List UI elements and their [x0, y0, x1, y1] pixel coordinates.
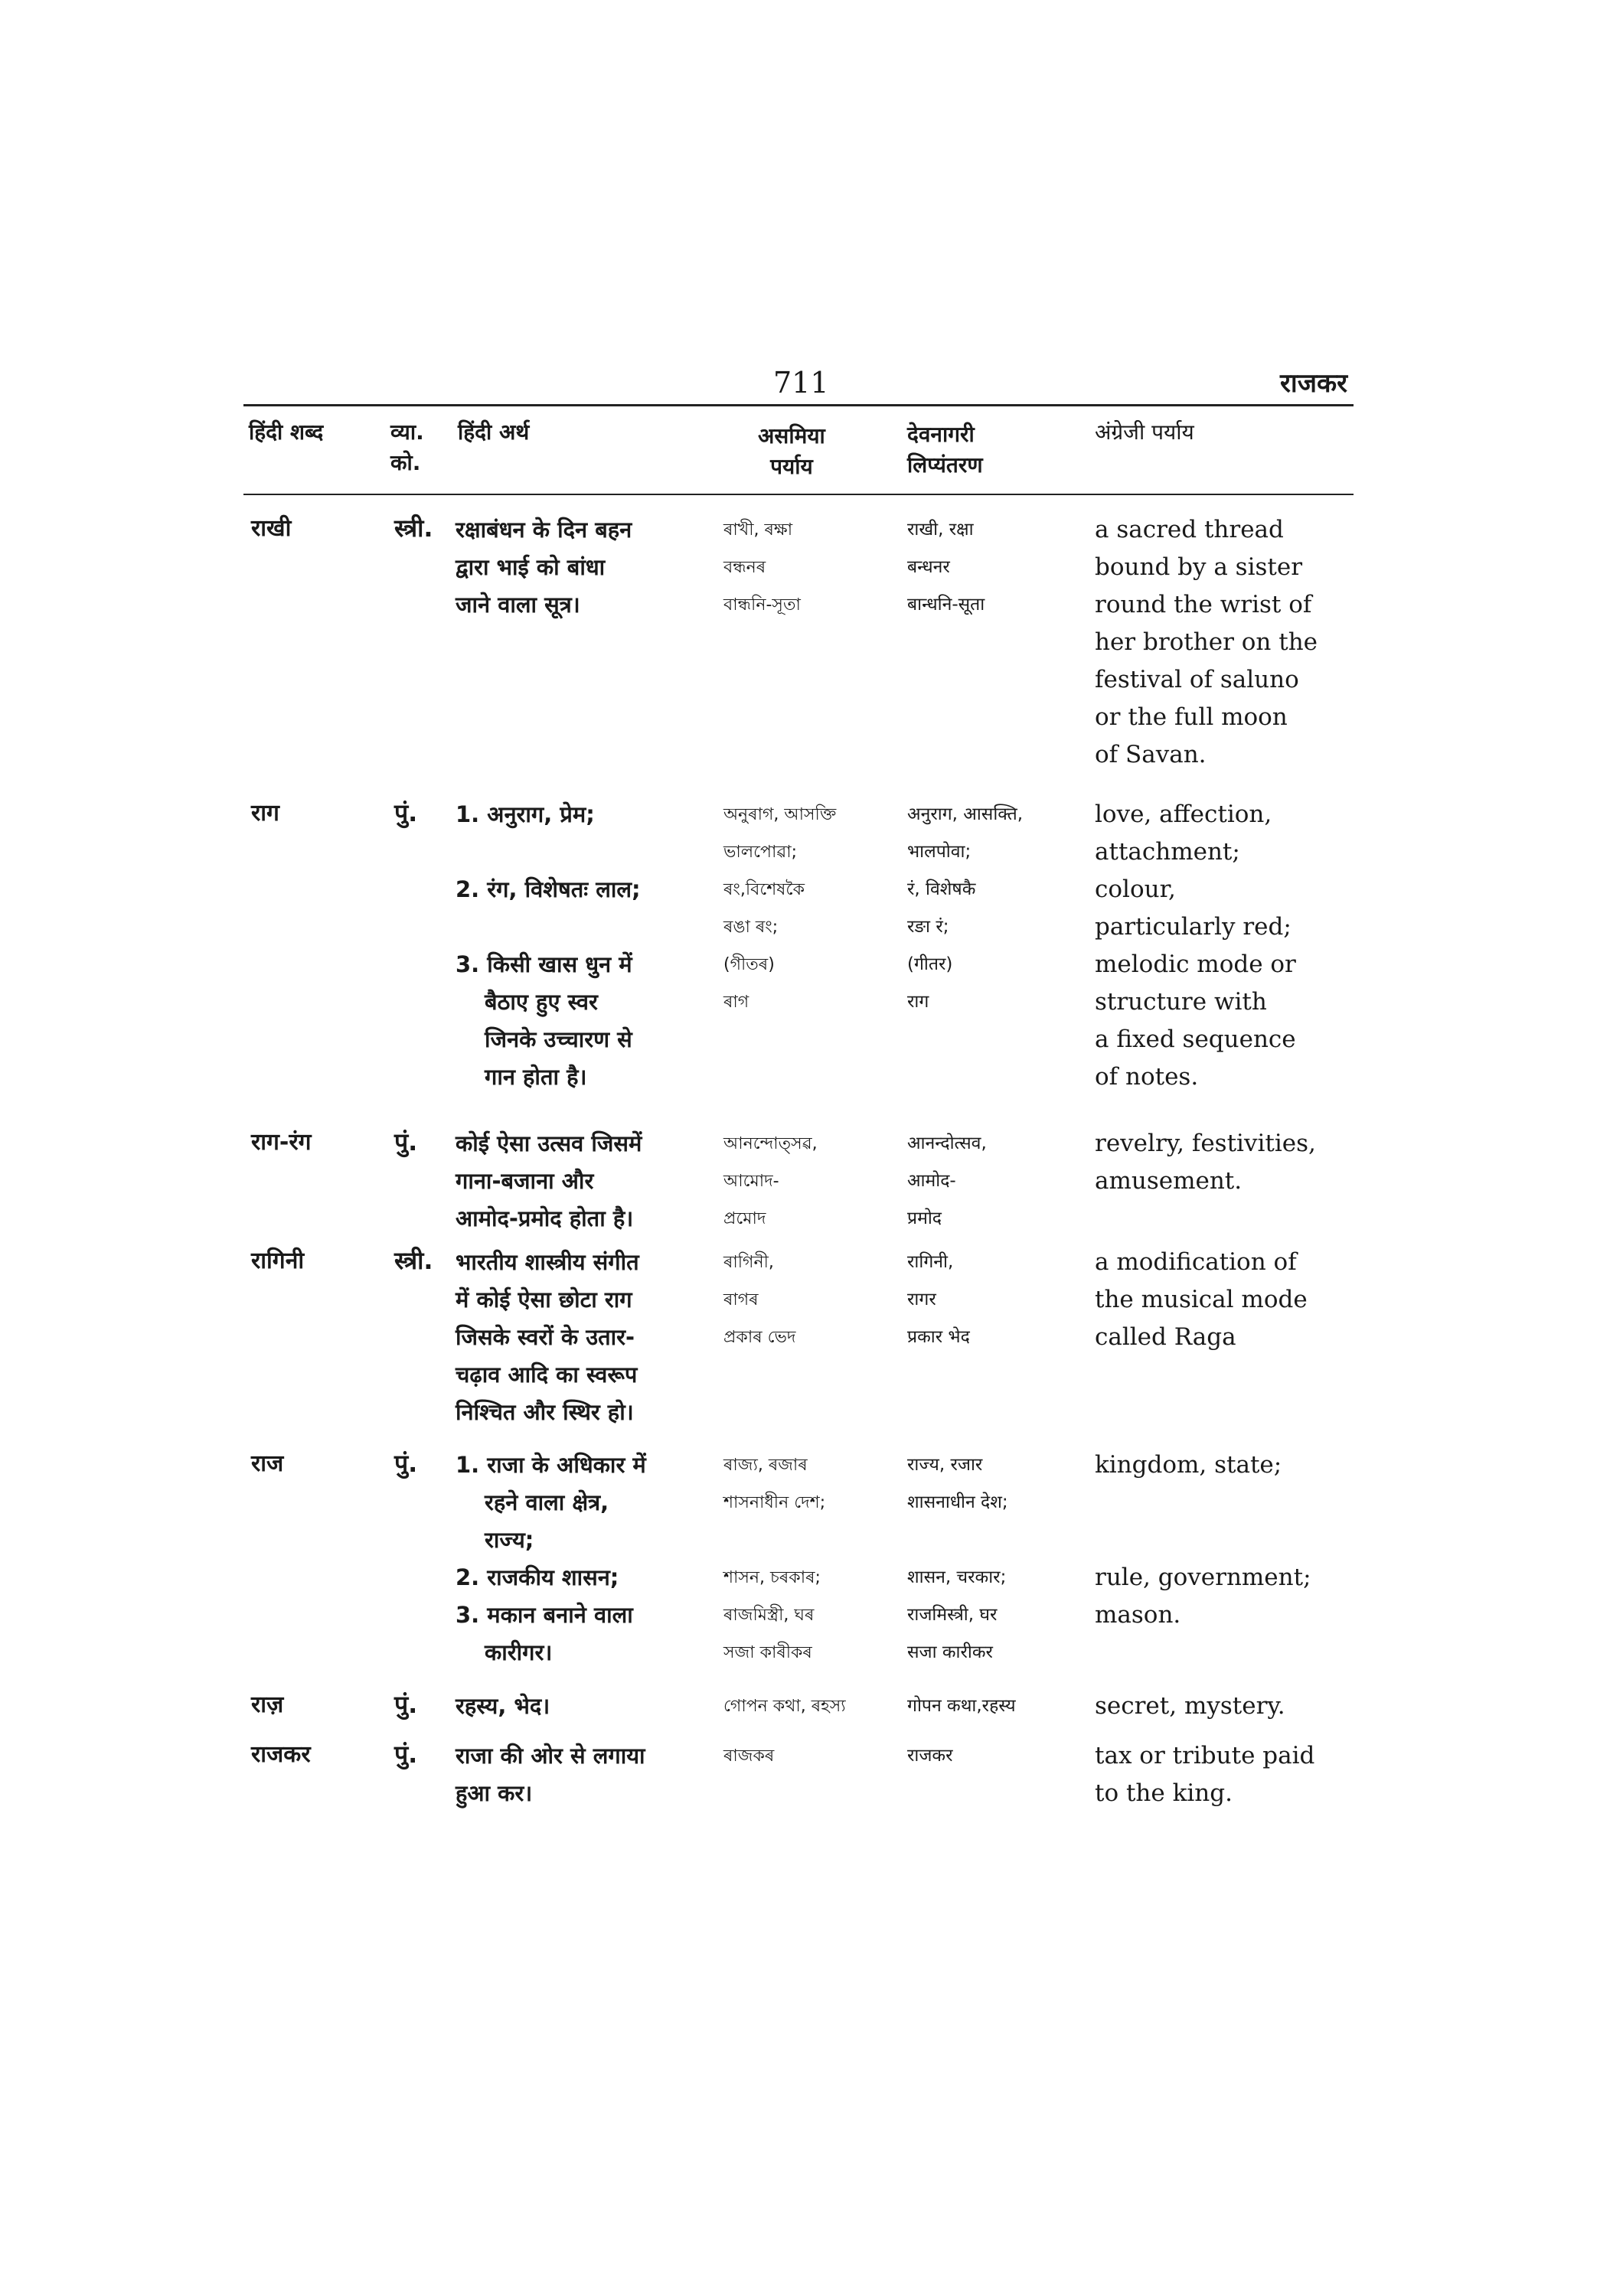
entry-english-equivalent-line: secret, mystery.	[1095, 1692, 1285, 1720]
entry-hindi-meaning	[456, 511, 712, 624]
entry-english-equivalent-line: of Savan.	[1095, 741, 1207, 768]
entry-devanagari-transliteration-line	[907, 1521, 1083, 1559]
entry-headword: राखी	[251, 515, 292, 542]
entry-assamese-equivalent	[723, 796, 896, 1021]
entry-hindi-meaning-line	[456, 833, 712, 871]
entry-devanagari-transliteration-line: रङा रं;	[907, 917, 949, 937]
entry-devanagari-transliteration-line: राजकर	[907, 1746, 953, 1766]
entry-english-equivalent-line: revelry, festivities,	[1095, 1130, 1316, 1157]
header-devanagari-line-2: लिप्यंतरण	[907, 452, 983, 478]
entry-devanagari-transliteration	[907, 1244, 1083, 1356]
entry-hindi-meaning-line: कोई ऐसा उत्सव जिसमें	[456, 1130, 642, 1156]
entry-english-equivalent	[1095, 511, 1370, 774]
entry-assamese-equivalent-line: আমোদ-	[723, 1172, 779, 1191]
entry-devanagari-transliteration	[907, 1446, 1083, 1671]
header-assamese-line-2: पर्याय	[770, 454, 813, 479]
entry-hindi-meaning-line: 2. राजकीय शासन;	[456, 1564, 619, 1590]
entry-english-equivalent-line: amusement.	[1095, 1167, 1243, 1195]
entry-assamese-equivalent-line: ৰাগৰ	[723, 1290, 759, 1309]
header-assamese-line-1: असमिया	[758, 423, 825, 448]
entry-hindi-meaning-line: गाना-बजाना और	[456, 1168, 594, 1194]
entry-english-equivalent-line: attachment;	[1095, 838, 1240, 866]
header-devanagari-line-1: देवनागरी	[907, 422, 975, 447]
entry-hindi-meaning-line: जिसके स्वरों के उतार-	[456, 1324, 635, 1350]
entry-headword: रागिनी	[251, 1247, 305, 1274]
entry-devanagari-transliteration-line: शासन, चरकार;	[907, 1567, 1007, 1587]
entry-devanagari-transliteration-line: आनन्दोत्सव,	[907, 1133, 987, 1153]
entry-english-equivalent-line: rule, government;	[1095, 1564, 1311, 1591]
entry-hindi-meaning	[456, 1446, 712, 1671]
entry-assamese-equivalent-line: ৰাজকৰ	[723, 1746, 775, 1766]
entry-devanagari-transliteration-line: सजा कारीकर	[907, 1642, 993, 1662]
entry-headword: राजकर	[251, 1741, 311, 1768]
entry-english-equivalent-line: or the full moon	[1095, 703, 1288, 731]
entry-assamese-equivalent-line: প্ৰকাৰ ভেদ	[723, 1328, 796, 1347]
entry-assamese-equivalent	[723, 1446, 896, 1671]
entry-english-equivalent-line: particularly red;	[1095, 913, 1292, 941]
entry-english-equivalent-line: a modification of	[1095, 1248, 1297, 1276]
entry-assamese-equivalent	[723, 1737, 896, 1775]
header-grammar-line-1: व्या.	[390, 419, 424, 445]
entry-devanagari-transliteration-line: भालपोवा;	[907, 842, 972, 862]
entry-hindi-meaning-line: भारतीय शास्त्रीय संगीत	[456, 1249, 639, 1275]
entry-devanagari-transliteration	[907, 1737, 1083, 1775]
entry-hindi-meaning-line: 1. अनुराग, प्रेम;	[456, 801, 595, 827]
entry-grammar: पुं.	[394, 1690, 418, 1719]
entry-assamese-equivalent-line: গোপন কথা, ৰহস্য	[723, 1697, 846, 1716]
entry-grammar: स्त्री.	[394, 514, 433, 543]
entry-hindi-meaning-line: राजा की ओर से लगाया	[456, 1743, 645, 1769]
entry-hindi-meaning-line: हुआ कर।	[456, 1780, 533, 1806]
entry-english-equivalent-line: of notes.	[1095, 1063, 1199, 1091]
top-rule	[243, 404, 1354, 406]
entry-headword: राज	[251, 1450, 284, 1477]
entry-hindi-meaning-line: आमोद-प्रमोद होता है।	[456, 1205, 634, 1231]
entry-hindi-meaning-line: राज्य;	[485, 1527, 534, 1553]
entry-english-equivalent	[1095, 796, 1370, 1096]
entry-english-equivalent	[1095, 1446, 1370, 1634]
entry-assamese-equivalent-line	[723, 1521, 896, 1559]
entry-headword: राज़	[251, 1691, 284, 1718]
entry-devanagari-transliteration-line: अनुराग, आसक्ति,	[907, 804, 1024, 824]
entry-assamese-equivalent	[723, 1244, 896, 1356]
entry-devanagari-transliteration	[907, 1688, 1083, 1725]
entry-assamese-equivalent	[723, 1125, 896, 1238]
entry-devanagari-transliteration-line: रागर	[907, 1290, 936, 1309]
entry-assamese-equivalent-line: অনুৰাগ, আসক্তি	[723, 805, 837, 824]
entry-devanagari-transliteration-line: राग	[907, 992, 929, 1012]
header-rule	[243, 494, 1354, 495]
entry-english-equivalent-line: the musical mode	[1095, 1286, 1308, 1313]
entry-devanagari-transliteration-line: प्रकार भेद	[907, 1327, 970, 1347]
entry-assamese-equivalent-line: বন্ধনৰ	[723, 558, 766, 577]
entry-hindi-meaning-line: गान होता है।	[485, 1064, 587, 1090]
entry-hindi-meaning-line: चढ़ाव आदि का स्वरूप	[456, 1362, 638, 1388]
entry-hindi-meaning-line: रक्षाबंधन के दिन बहन	[456, 517, 632, 543]
entry-devanagari-transliteration-line: आमोद-	[907, 1171, 956, 1191]
entry-grammar: स्त्री.	[394, 1246, 433, 1275]
entry-hindi-meaning-line: रहने वाला क्षेत्र,	[485, 1489, 609, 1515]
page-number: 711	[773, 366, 829, 400]
entry-english-equivalent-line: festival of saluno	[1095, 666, 1299, 693]
entry-english-equivalent-line: bound by a sister	[1095, 553, 1303, 581]
entry-assamese-equivalent	[723, 511, 896, 624]
entry-devanagari-transliteration-line: राज्य, रजार	[907, 1455, 983, 1475]
entry-hindi-meaning-line: रहस्य, भेद।	[456, 1693, 550, 1719]
entry-assamese-equivalent-line: ৰং,বিশেষকৈ	[723, 880, 805, 899]
entry-devanagari-transliteration-line: प्रमोद	[907, 1208, 942, 1228]
entry-english-equivalent	[1095, 1737, 1370, 1812]
entry-assamese-equivalent-line: সজা কাৰীকৰ	[723, 1643, 812, 1662]
entry-devanagari-transliteration-line: राजमिस्त्री, घर	[907, 1605, 998, 1625]
entry-assamese-equivalent-line: ৰাজমিস্ত্ৰী, ঘৰ	[723, 1606, 815, 1625]
entry-assamese-equivalent-line: ৰঙা ৰং;	[723, 918, 779, 937]
entry-english-equivalent-line: called Raga	[1095, 1323, 1236, 1351]
entry-hindi-meaning-line: 3. मकान बनाने वाला	[456, 1602, 633, 1628]
header-meaning: हिंदी अर्थ	[458, 419, 530, 445]
entry-assamese-equivalent-line: ৰাখী, ৰক্ষা	[723, 520, 793, 540]
entry-assamese-equivalent-line: আনন্দোত্সৱ,	[723, 1134, 818, 1153]
entry-hindi-meaning-line: द्वारा भाई को बांधा	[456, 554, 606, 580]
entry-english-equivalent-line: her brother on the	[1095, 628, 1318, 656]
entry-assamese-equivalent-line: প্ৰমোদ	[723, 1209, 766, 1228]
entry-english-equivalent-line	[1095, 1484, 1370, 1521]
entry-devanagari-transliteration	[907, 511, 1083, 624]
entry-hindi-meaning-line: जिनके उच्चारण से	[485, 1026, 632, 1052]
entry-hindi-meaning	[456, 1737, 712, 1812]
entry-assamese-equivalent-line: ৰাজ্য, ৰজাৰ	[723, 1456, 808, 1475]
entry-hindi-meaning	[456, 796, 712, 1096]
entry-assamese-equivalent-line: শাসন, চৰকাৰ;	[723, 1568, 821, 1587]
entry-devanagari-transliteration-line: राखी, रक्षा	[907, 520, 974, 540]
header-grammar	[390, 417, 424, 478]
entry-devanagari-transliteration-line: रागिनी,	[907, 1252, 954, 1272]
entry-headword: राग-रंग	[251, 1129, 312, 1156]
entry-devanagari-transliteration-line: बान्धनि-सूता	[907, 595, 985, 615]
entry-hindi-meaning-line: कारीगर।	[485, 1639, 553, 1665]
entry-english-equivalent-line: kingdom, state;	[1095, 1451, 1282, 1479]
entry-english-equivalent-line	[1095, 1521, 1370, 1559]
entry-hindi-meaning-line: 2. रंग, विशेषतः लाल;	[456, 876, 641, 902]
entry-hindi-meaning-line: बैठाए हुए स्वर	[485, 989, 598, 1015]
entry-english-equivalent-line: structure with	[1095, 988, 1267, 1016]
header-devanagari	[907, 419, 983, 481]
entry-devanagari-transliteration-line: बन्धनर	[907, 557, 950, 577]
entry-hindi-meaning-line	[456, 908, 712, 946]
header-word: हिंदी शब्द	[249, 419, 324, 445]
header-english: अंग्रेजी पर्याय	[1095, 419, 1194, 445]
header-assamese	[758, 421, 825, 482]
entry-hindi-meaning	[456, 1688, 712, 1725]
running-head: राजकर	[1280, 368, 1347, 399]
entry-hindi-meaning	[456, 1244, 712, 1431]
entry-english-equivalent	[1095, 1688, 1370, 1725]
entry-hindi-meaning-line: 1. राजा के अधिकार में	[456, 1452, 646, 1478]
entry-devanagari-transliteration-line: गोपन कथा,रहस्य	[907, 1696, 1016, 1716]
entry-assamese-equivalent	[723, 1688, 896, 1725]
entry-english-equivalent-line: tax or tribute paid	[1095, 1742, 1315, 1769]
entry-devanagari-transliteration	[907, 1125, 1083, 1238]
entry-assamese-equivalent-line: ভালপোৱা;	[723, 843, 797, 862]
entry-english-equivalent-line: love, affection,	[1095, 801, 1272, 828]
entry-english-equivalent-line: to the king.	[1095, 1779, 1233, 1807]
entry-grammar: पुं.	[394, 1740, 418, 1769]
entry-assamese-equivalent-line: শাসনাধীন দেশ;	[723, 1493, 826, 1512]
entry-hindi-meaning-line: जाने वाला सूत्र।	[456, 592, 580, 618]
entry-english-equivalent-line: a sacred thread	[1095, 516, 1284, 543]
entry-english-equivalent-line: round the wrist of	[1095, 591, 1312, 618]
header-grammar-line-2: को.	[390, 450, 421, 475]
entry-assamese-equivalent-line: ৰাগ	[723, 993, 749, 1012]
entry-hindi-meaning-line: निश्चित और स्थिर हो।	[456, 1399, 634, 1425]
entry-hindi-meaning	[456, 1125, 712, 1238]
entry-headword: राग	[251, 800, 279, 827]
entry-assamese-equivalent-line: বান্ধনি-সূতা	[723, 595, 801, 615]
entry-hindi-meaning-line: में कोई ऐसा छोटा राग	[456, 1287, 632, 1313]
entry-english-equivalent-line: a fixed sequence	[1095, 1026, 1296, 1053]
entry-hindi-meaning-line: 3. किसी खास धुन में	[456, 951, 632, 977]
entry-devanagari-transliteration-line: (गीतर)	[907, 954, 953, 974]
entry-assamese-equivalent-line: (গীতৰ)	[723, 955, 775, 974]
entry-english-equivalent-line: melodic mode or	[1095, 951, 1296, 978]
entry-devanagari-transliteration	[907, 796, 1083, 1021]
entry-grammar: पुं.	[394, 1449, 418, 1478]
entry-english-equivalent	[1095, 1244, 1370, 1356]
entry-devanagari-transliteration-line: रं, विशेषकै	[907, 879, 976, 899]
entry-grammar: पुं.	[394, 1127, 418, 1156]
entry-english-equivalent-line: mason.	[1095, 1601, 1181, 1629]
entry-english-equivalent-line: colour,	[1095, 876, 1176, 903]
entry-devanagari-transliteration-line: शासनाधीन देश;	[907, 1492, 1008, 1512]
entry-assamese-equivalent-line: ৰাগিনী,	[723, 1253, 774, 1272]
entry-grammar: पुं.	[394, 798, 418, 827]
entry-english-equivalent	[1095, 1125, 1370, 1200]
